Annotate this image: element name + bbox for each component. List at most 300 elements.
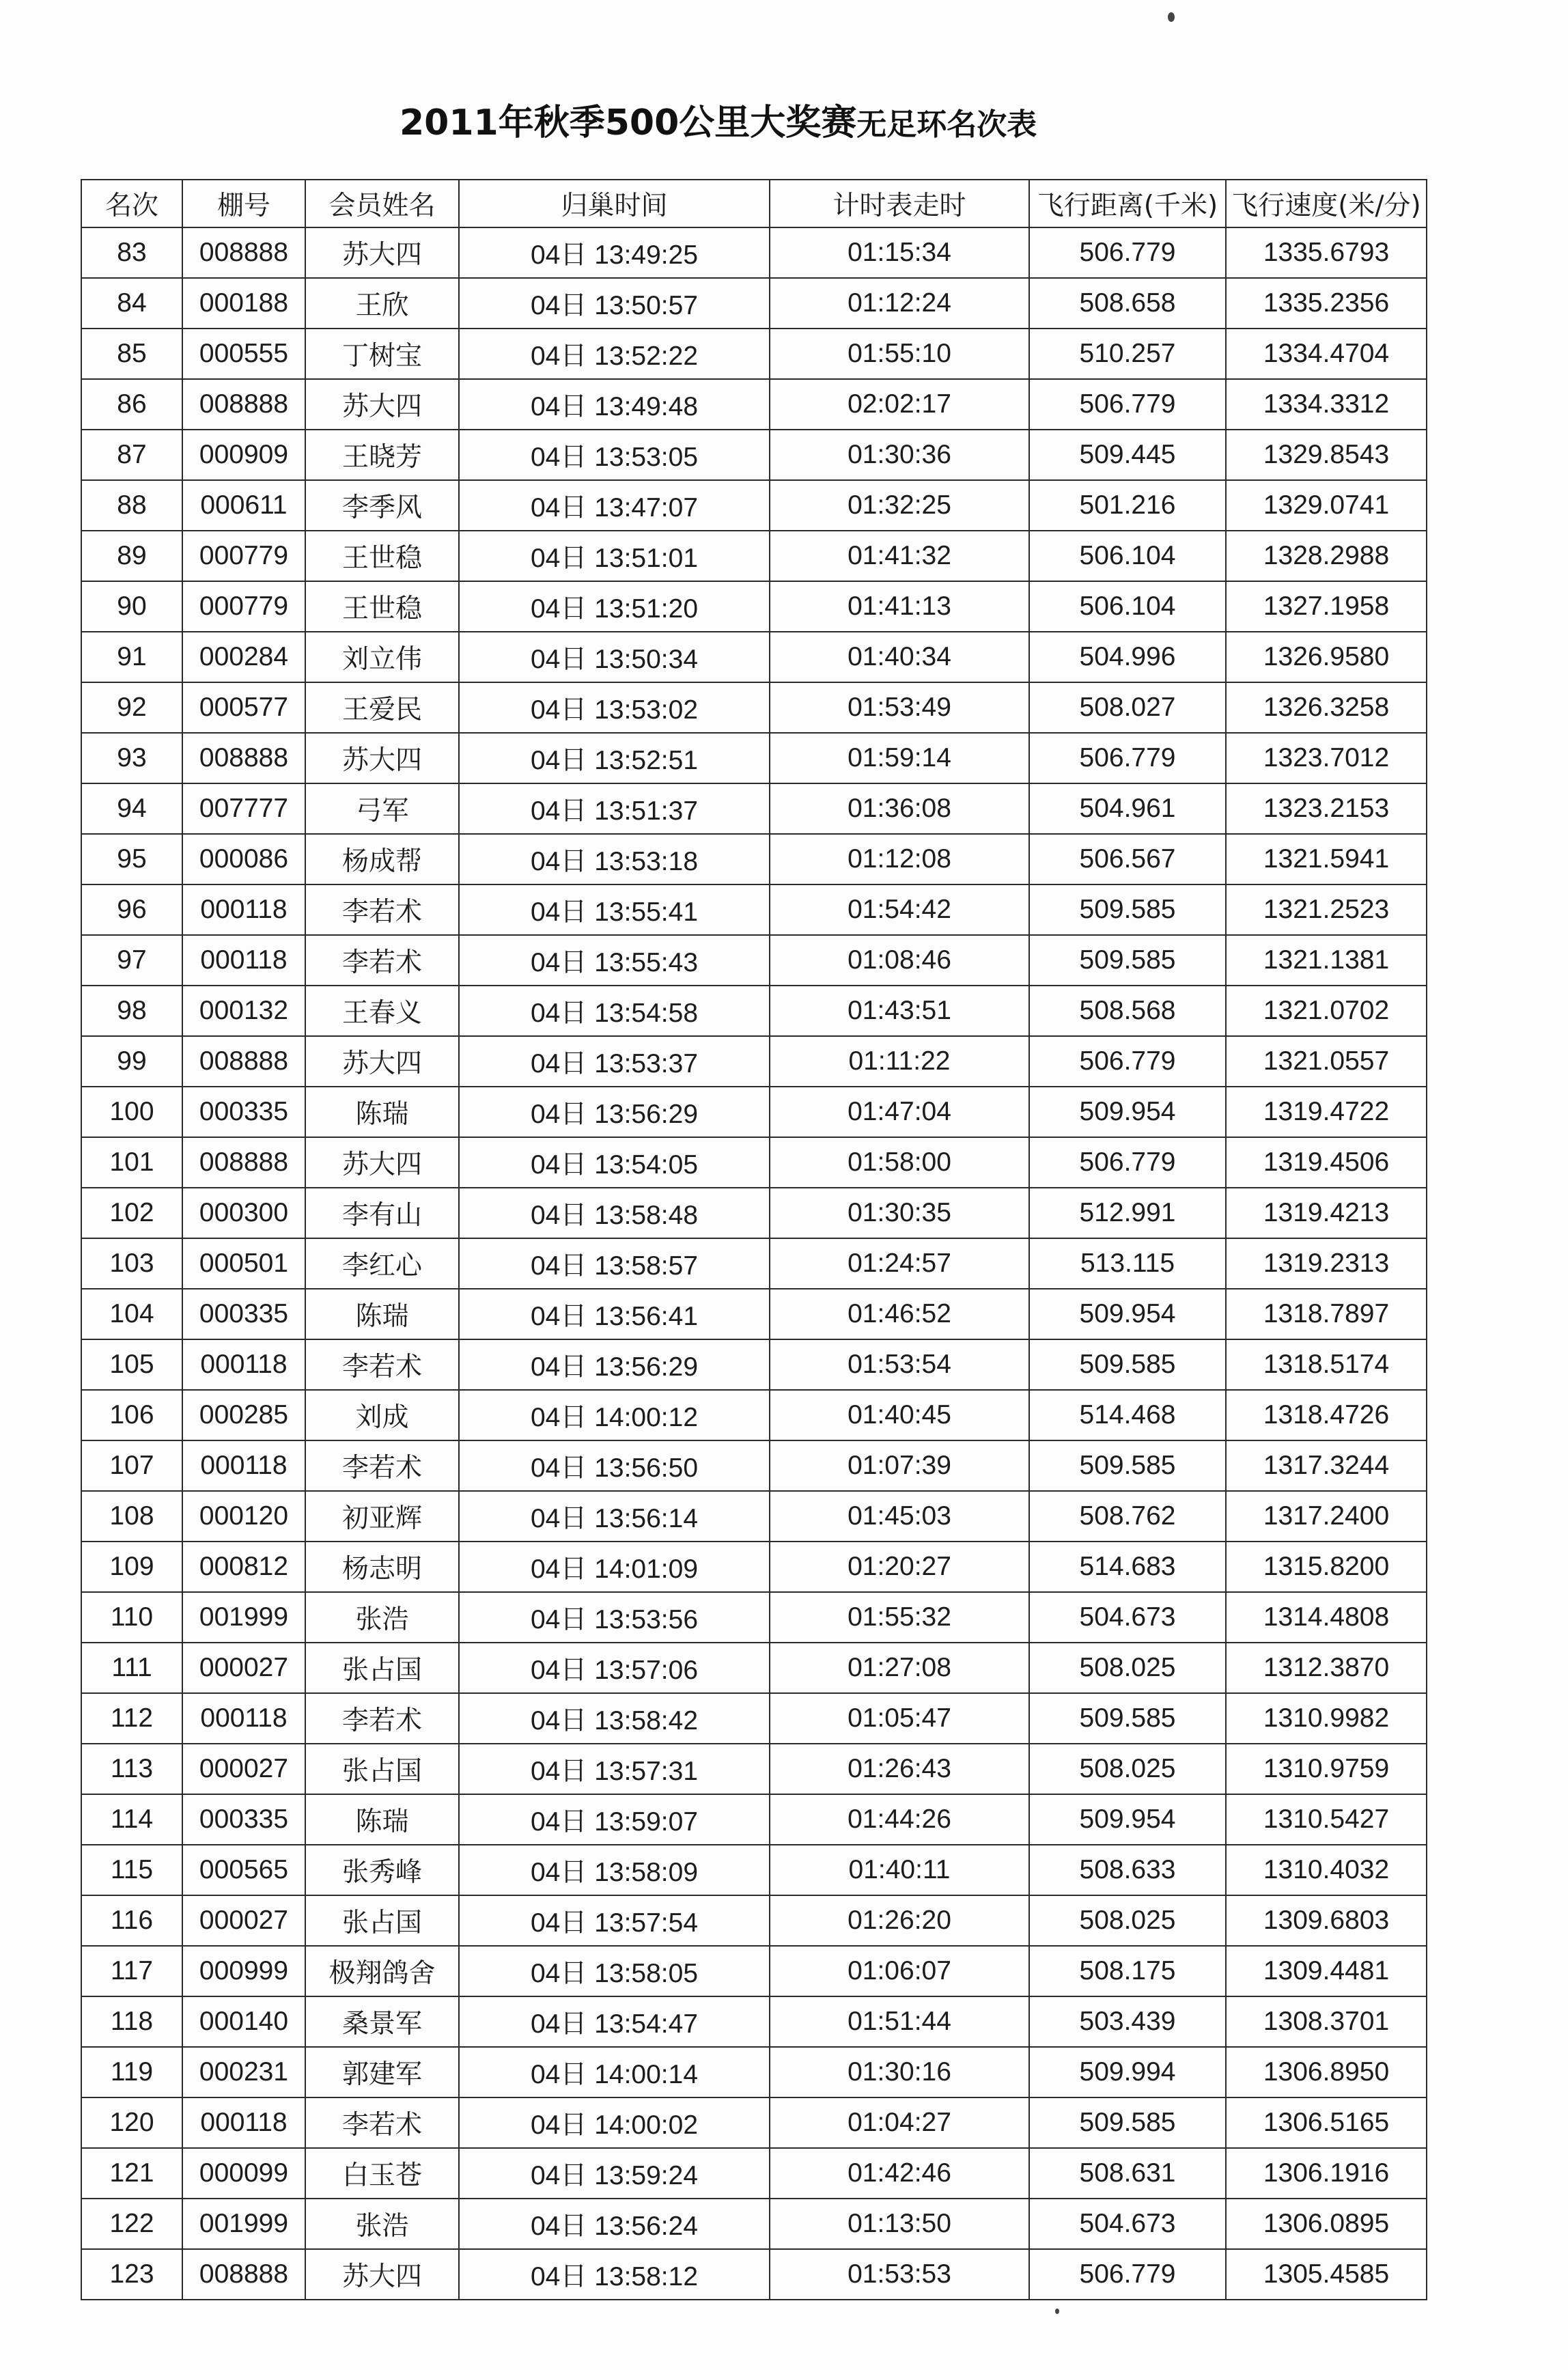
cell-loft: 000086 [182,834,305,884]
header-rank: 名次 [81,180,182,227]
cell-loft: 000118 [182,935,305,986]
table-row [81,227,1427,278]
cell-distance: 508.658 [1029,278,1226,329]
cell-rank: 113 [81,1744,182,1794]
cell-loft: 000118 [182,1693,305,1744]
cell-rank: 86 [81,379,182,430]
cell-name: 李红心 [305,1238,459,1289]
table-row [81,1996,1427,2047]
cell-distance: 506.779 [1029,2249,1226,2300]
cell-distance: 506.779 [1029,227,1226,278]
cell-speed: 1329.8543 [1226,430,1427,480]
cell-distance: 506.104 [1029,531,1226,581]
cell-rank: 119 [81,2047,182,2097]
cell-distance: 509.954 [1029,1087,1226,1137]
table-row [81,1946,1427,1996]
scan-speck [1168,12,1175,22]
scan-speck [1055,2309,1059,2314]
cell-loft: 000118 [182,884,305,935]
cell-return-time: 04日 13:56:24 [459,2199,770,2249]
cell-return-time: 04日 13:53:18 [459,834,770,884]
cell-timer: 01:53:49 [770,682,1029,733]
cell-loft: 000118 [182,1440,305,1491]
cell-return-time: 04日 13:58:48 [459,1188,770,1238]
cell-distance: 506.779 [1029,1137,1226,1188]
cell-name: 李有山 [305,1188,459,1238]
cell-loft: 000120 [182,1491,305,1542]
cell-rank: 107 [81,1440,182,1491]
cell-return-time: 04日 13:56:29 [459,1087,770,1137]
cell-loft: 008888 [182,227,305,278]
cell-speed: 1306.8950 [1226,2047,1427,2097]
cell-timer: 01:11:22 [770,1036,1029,1087]
cell-speed: 1308.3701 [1226,1996,1427,2047]
cell-name: 郭建军 [305,2047,459,2097]
cell-return-time: 04日 13:58:42 [459,1693,770,1744]
table-row [81,1339,1427,1390]
cell-distance: 509.585 [1029,935,1226,986]
cell-rank: 90 [81,581,182,632]
cell-timer: 01:08:46 [770,935,1029,986]
cell-return-time: 04日 14:00:12 [459,1390,770,1440]
cell-distance: 504.673 [1029,2199,1226,2249]
cell-return-time: 04日 13:56:41 [459,1289,770,1339]
cell-speed: 1321.0557 [1226,1036,1427,1087]
cell-return-time: 04日 13:59:07 [459,1794,770,1845]
cell-rank: 83 [81,227,182,278]
cell-speed: 1310.5427 [1226,1794,1427,1845]
cell-distance: 508.025 [1029,1895,1226,1946]
cell-speed: 1323.2153 [1226,783,1427,834]
cell-timer: 01:12:08 [770,834,1029,884]
cell-rank: 109 [81,1542,182,1592]
cell-name: 苏大四 [305,1137,459,1188]
cell-rank: 91 [81,632,182,682]
table-row [81,1036,1427,1087]
table-header [81,180,1427,227]
cell-loft: 000812 [182,1542,305,1592]
table-row [81,2097,1427,2148]
cell-name: 刘立伟 [305,632,459,682]
cell-distance: 513.115 [1029,1238,1226,1289]
cell-loft: 000999 [182,1946,305,1996]
header-name: 会员姓名 [305,180,459,227]
cell-timer: 01:42:46 [770,2148,1029,2199]
cell-name: 丁树宝 [305,329,459,379]
table-row [81,1794,1427,1845]
cell-speed: 1326.3258 [1226,682,1427,733]
cell-speed: 1326.9580 [1226,632,1427,682]
cell-rank: 106 [81,1390,182,1440]
cell-timer: 01:13:50 [770,2199,1029,2249]
cell-speed: 1310.9982 [1226,1693,1427,1744]
cell-distance: 506.104 [1029,581,1226,632]
cell-name: 李若术 [305,1440,459,1491]
cell-distance: 506.779 [1029,379,1226,430]
cell-return-time: 04日 13:51:01 [459,531,770,581]
cell-speed: 1306.5165 [1226,2097,1427,2148]
cell-loft: 000027 [182,1744,305,1794]
cell-name: 王晓芳 [305,430,459,480]
cell-loft: 000132 [182,986,305,1036]
cell-distance: 503.439 [1029,1996,1226,2047]
cell-speed: 1309.6803 [1226,1895,1427,1946]
cell-rank: 89 [81,531,182,581]
cell-distance: 508.027 [1029,682,1226,733]
cell-timer: 01:45:03 [770,1491,1029,1542]
cell-return-time: 04日 13:54:05 [459,1137,770,1188]
cell-rank: 118 [81,1996,182,2047]
cell-timer: 01:41:32 [770,531,1029,581]
table-row [81,935,1427,986]
cell-timer: 01:15:34 [770,227,1029,278]
cell-rank: 121 [81,2148,182,2199]
table-row [81,2148,1427,2199]
cell-return-time: 04日 13:50:34 [459,632,770,682]
cell-rank: 98 [81,986,182,1036]
cell-distance: 509.954 [1029,1794,1226,1845]
cell-name: 苏大四 [305,1036,459,1087]
cell-name: 苏大四 [305,2249,459,2300]
cell-timer: 01:40:45 [770,1390,1029,1440]
cell-timer: 01:55:32 [770,1592,1029,1643]
cell-rank: 110 [81,1592,182,1643]
cell-name: 张占国 [305,1744,459,1794]
cell-distance: 509.445 [1029,430,1226,480]
cell-return-time: 04日 13:57:06 [459,1643,770,1693]
table-row [81,480,1427,531]
cell-timer: 01:30:35 [770,1188,1029,1238]
table-row [81,834,1427,884]
cell-distance: 504.961 [1029,783,1226,834]
cell-name: 张秀峰 [305,1845,459,1895]
cell-return-time: 04日 13:51:20 [459,581,770,632]
cell-timer: 01:30:16 [770,2047,1029,2097]
table-row [81,1744,1427,1794]
cell-return-time: 04日 13:51:37 [459,783,770,834]
cell-return-time: 04日 13:58:12 [459,2249,770,2300]
cell-name: 王爱民 [305,682,459,733]
cell-return-time: 04日 13:53:05 [459,430,770,480]
cell-speed: 1317.2400 [1226,1491,1427,1542]
cell-timer: 01:36:08 [770,783,1029,834]
cell-rank: 92 [81,682,182,733]
table-row [81,1693,1427,1744]
cell-loft: 000300 [182,1188,305,1238]
cell-return-time: 04日 13:49:25 [459,227,770,278]
cell-speed: 1335.6793 [1226,227,1427,278]
cell-rank: 104 [81,1289,182,1339]
cell-timer: 01:51:44 [770,1996,1029,2047]
cell-rank: 116 [81,1895,182,1946]
cell-loft: 000577 [182,682,305,733]
cell-timer: 01:41:13 [770,581,1029,632]
table-row [81,278,1427,329]
table-row [81,2249,1427,2300]
cell-speed: 1310.9759 [1226,1744,1427,1794]
cell-loft: 000779 [182,531,305,581]
header-timer: 计时表走时 [770,180,1029,227]
cell-loft: 000099 [182,2148,305,2199]
cell-loft: 000285 [182,1390,305,1440]
cell-loft: 008888 [182,2249,305,2300]
cell-name: 张占国 [305,1643,459,1693]
cell-rank: 95 [81,834,182,884]
cell-distance: 504.996 [1029,632,1226,682]
cell-return-time: 04日 13:50:57 [459,278,770,329]
cell-distance: 506.779 [1029,1036,1226,1087]
cell-loft: 008888 [182,379,305,430]
cell-loft: 000118 [182,1339,305,1390]
cell-return-time: 04日 13:53:37 [459,1036,770,1087]
cell-distance: 510.257 [1029,329,1226,379]
cell-return-time: 04日 13:53:02 [459,682,770,733]
cell-return-time: 04日 13:55:41 [459,884,770,935]
cell-timer: 01:04:27 [770,2097,1029,2148]
cell-speed: 1321.1381 [1226,935,1427,986]
cell-loft: 000555 [182,329,305,379]
cell-speed: 1306.1916 [1226,2148,1427,2199]
cell-return-time: 04日 13:57:31 [459,1744,770,1794]
cell-speed: 1319.2313 [1226,1238,1427,1289]
cell-timer: 01:53:54 [770,1339,1029,1390]
cell-speed: 1328.2988 [1226,531,1427,581]
cell-distance: 509.585 [1029,1693,1226,1744]
table-row [81,379,1427,430]
cell-timer: 01:53:53 [770,2249,1029,2300]
table-row [81,1643,1427,1693]
cell-name: 刘成 [305,1390,459,1440]
page-title [400,96,1037,150]
table-row [81,632,1427,682]
table-row [81,986,1427,1036]
table-row [81,783,1427,834]
table-row [81,2199,1427,2249]
cell-return-time: 04日 14:01:09 [459,1542,770,1592]
cell-timer: 01:06:07 [770,1946,1029,1996]
table-row [81,1440,1427,1491]
cell-rank: 96 [81,884,182,935]
cell-name: 李季风 [305,480,459,531]
cell-loft: 000188 [182,278,305,329]
table-row [81,1491,1427,1542]
cell-rank: 117 [81,1946,182,1996]
cell-speed: 1309.4481 [1226,1946,1427,1996]
table-row [81,884,1427,935]
cell-distance: 509.585 [1029,2097,1226,2148]
cell-return-time: 04日 14:00:02 [459,2097,770,2148]
cell-distance: 508.025 [1029,1643,1226,1693]
cell-speed: 1319.4213 [1226,1188,1427,1238]
cell-distance: 508.025 [1029,1744,1226,1794]
cell-name: 李若术 [305,1693,459,1744]
title-main: 2011年秋季500公里大奖赛 [400,102,857,143]
cell-distance: 508.175 [1029,1946,1226,1996]
cell-timer: 01:40:11 [770,1845,1029,1895]
cell-rank: 103 [81,1238,182,1289]
cell-distance: 506.567 [1029,834,1226,884]
cell-distance: 509.585 [1029,1339,1226,1390]
table-row [81,531,1427,581]
table-row [81,1087,1427,1137]
cell-name: 杨志明 [305,1542,459,1592]
cell-rank: 105 [81,1339,182,1390]
cell-rank: 115 [81,1845,182,1895]
cell-name: 陈瑞 [305,1794,459,1845]
cell-timer: 01:44:26 [770,1794,1029,1845]
cell-distance: 508.633 [1029,1845,1226,1895]
cell-speed: 1321.5941 [1226,834,1427,884]
cell-return-time: 04日 13:49:48 [459,379,770,430]
cell-loft: 000140 [182,1996,305,2047]
table-row [81,581,1427,632]
cell-return-time: 04日 13:54:47 [459,1996,770,2047]
cell-return-time: 04日 13:55:43 [459,935,770,986]
cell-rank: 87 [81,430,182,480]
cell-distance: 508.762 [1029,1491,1226,1542]
cell-rank: 97 [81,935,182,986]
cell-return-time: 04日 13:58:05 [459,1946,770,1996]
cell-speed: 1323.7012 [1226,733,1427,783]
cell-speed: 1321.0702 [1226,986,1427,1036]
header-loft: 棚号 [182,180,305,227]
table-row [81,1845,1427,1895]
cell-distance: 509.585 [1029,884,1226,935]
cell-return-time: 04日 13:58:57 [459,1238,770,1289]
cell-name: 张占国 [305,1895,459,1946]
cell-loft: 000284 [182,632,305,682]
cell-loft: 000335 [182,1289,305,1339]
title-suffix: 无足环名次表 [856,107,1037,142]
cell-return-time: 04日 13:52:22 [459,329,770,379]
cell-name: 陈瑞 [305,1087,459,1137]
header-return-time: 归巢时间 [459,180,770,227]
table-row [81,682,1427,733]
cell-timer: 01:20:27 [770,1542,1029,1592]
cell-rank: 85 [81,329,182,379]
header-row [81,180,1427,227]
cell-timer: 01:59:14 [770,733,1029,783]
cell-return-time: 04日 13:58:09 [459,1845,770,1895]
cell-speed: 1315.8200 [1226,1542,1427,1592]
table-row [81,1592,1427,1643]
cell-loft: 000335 [182,1794,305,1845]
cell-return-time: 04日 13:47:07 [459,480,770,531]
cell-return-time: 04日 14:00:14 [459,2047,770,2097]
cell-return-time: 04日 13:56:50 [459,1440,770,1491]
cell-loft: 000231 [182,2047,305,2097]
cell-loft: 000118 [182,2097,305,2148]
cell-loft: 000335 [182,1087,305,1137]
cell-rank: 88 [81,480,182,531]
cell-return-time: 04日 13:56:29 [459,1339,770,1390]
cell-timer: 01:27:08 [770,1643,1029,1693]
cell-distance: 508.631 [1029,2148,1226,2199]
header-speed: 飞行速度(米/分) [1226,180,1427,227]
cell-speed: 1305.4585 [1226,2249,1427,2300]
cell-rank: 123 [81,2249,182,2300]
cell-name: 苏大四 [305,379,459,430]
cell-timer: 01:05:47 [770,1693,1029,1744]
cell-return-time: 04日 13:54:58 [459,986,770,1036]
cell-timer: 01:43:51 [770,986,1029,1036]
cell-speed: 1335.2356 [1226,278,1427,329]
cell-name: 王世稳 [305,581,459,632]
cell-distance: 506.779 [1029,733,1226,783]
table-row [81,329,1427,379]
cell-timer: 01:26:43 [770,1744,1029,1794]
cell-speed: 1319.4722 [1226,1087,1427,1137]
table-row [81,430,1427,480]
cell-rank: 99 [81,1036,182,1087]
cell-timer: 01:47:04 [770,1087,1029,1137]
cell-distance: 509.954 [1029,1289,1226,1339]
cell-speed: 1329.0741 [1226,480,1427,531]
table-row [81,1895,1427,1946]
cell-loft: 000027 [182,1895,305,1946]
cell-return-time: 04日 13:53:56 [459,1592,770,1643]
cell-name: 苏大四 [305,733,459,783]
cell-loft: 001999 [182,1592,305,1643]
cell-loft: 008888 [182,1036,305,1087]
header-distance: 飞行距离(千米) [1029,180,1226,227]
cell-loft: 000027 [182,1643,305,1693]
cell-speed: 1318.4726 [1226,1390,1427,1440]
cell-speed: 1321.2523 [1226,884,1427,935]
cell-rank: 120 [81,2097,182,2148]
cell-timer: 01:58:00 [770,1137,1029,1188]
cell-distance: 509.585 [1029,1440,1226,1491]
cell-name: 陈瑞 [305,1289,459,1339]
table-row [81,1542,1427,1592]
cell-name: 李若术 [305,1339,459,1390]
cell-speed: 1327.1958 [1226,581,1427,632]
table-row [81,1238,1427,1289]
cell-timer: 01:30:36 [770,430,1029,480]
cell-name: 张浩 [305,1592,459,1643]
cell-name: 王春义 [305,986,459,1036]
cell-rank: 102 [81,1188,182,1238]
cell-timer: 01:46:52 [770,1289,1029,1339]
cell-timer: 01:40:34 [770,632,1029,682]
cell-speed: 1318.7897 [1226,1289,1427,1339]
cell-timer: 01:24:57 [770,1238,1029,1289]
cell-rank: 108 [81,1491,182,1542]
cell-distance: 509.994 [1029,2047,1226,2097]
cell-name: 张浩 [305,2199,459,2249]
cell-timer: 01:26:20 [770,1895,1029,1946]
table-body [81,227,1427,2300]
cell-return-time: 04日 13:57:54 [459,1895,770,1946]
cell-distance: 504.673 [1029,1592,1226,1643]
cell-loft: 000779 [182,581,305,632]
table-row [81,1289,1427,1339]
cell-name: 李若术 [305,935,459,986]
cell-distance: 508.568 [1029,986,1226,1036]
cell-loft: 000501 [182,1238,305,1289]
cell-rank: 112 [81,1693,182,1744]
cell-speed: 1312.3870 [1226,1643,1427,1693]
cell-rank: 122 [81,2199,182,2249]
cell-loft: 008888 [182,1137,305,1188]
cell-distance: 514.683 [1029,1542,1226,1592]
cell-distance: 514.468 [1029,1390,1226,1440]
cell-loft: 000565 [182,1845,305,1895]
cell-timer: 01:07:39 [770,1440,1029,1491]
cell-rank: 114 [81,1794,182,1845]
results-table [81,179,1427,2300]
cell-return-time: 04日 13:56:14 [459,1491,770,1542]
